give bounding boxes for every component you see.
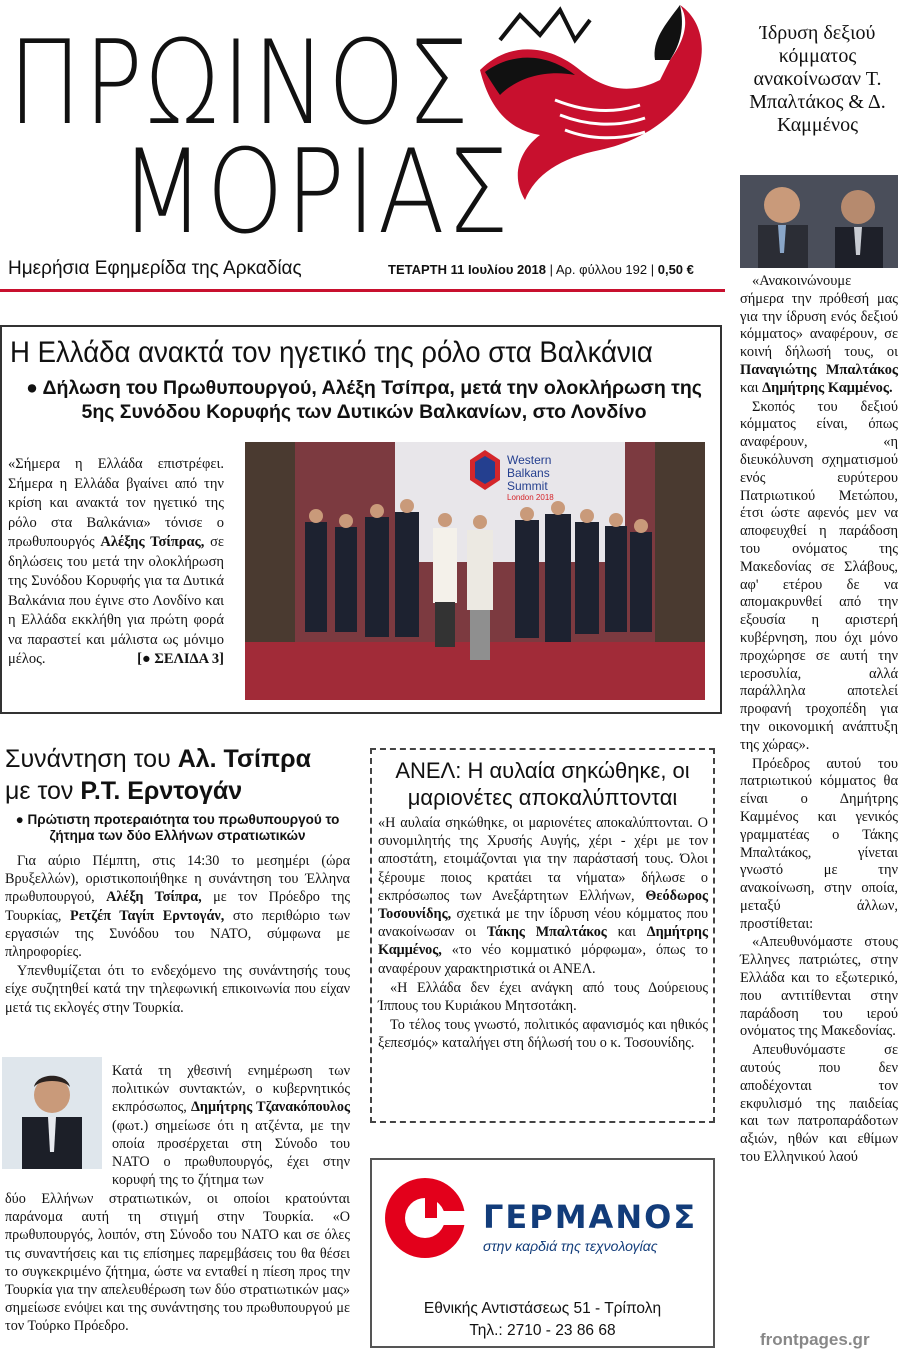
germanos-logo-icon bbox=[380, 1173, 470, 1263]
germanos-address: Εθνικής Αντιστάσεως 51 - Τρίπολη bbox=[423, 1300, 662, 1317]
lead-subhead: ● Δήλωση του Πρωθυπουργού, Αλέξη Τσίπρα, μετά την ολοκλήρωση της 5ης Συνόδου Κορυφής των Δυτικών Βαλκανίων, στο Λονδίνο bbox=[26, 377, 702, 423]
masthead-subtitle: Ημερήσια Εφημερίδα της Αρκαδίας bbox=[8, 258, 302, 279]
tsipras-erdogan-body bbox=[5, 852, 350, 1018]
masthead-rule bbox=[0, 289, 725, 292]
right-column-headline: Ίδρυση δεξιού κόμματος ανακοίνωσαν Τ. Μπαλτάκος & Δ. Καμμένος bbox=[749, 22, 886, 136]
lead-headline: Η Ελλάδα ανακτά τον ηγετικό της ρόλο στα Βαλκάνια bbox=[10, 336, 653, 369]
right-column-p2: Σκοπός του δεξιού κόμματος είναι, όπως αναφέρουν, «η διευκόλυνση σχηματισμού ενός ευρύτερου Πατριωτικού Μετώπου, έτσι ώστε αφενός μεν να αποφευχθεί η παράδοση του ονόματος της Μακεδονίας σε Σλάβους, αφ' ετέρου δε να απομακρυνθεί από την εξουσία η αριστερή κυβέρνηση, που όχι μόνο προχώρησε σε αυτή την ιεροσυλία, αλλά παράλληλα αποτελεί προφανή τροχοπέδη για την οικονομική ανάπτυξη της χώρας». bbox=[740, 398, 898, 753]
watermark: frontpages.gr bbox=[760, 1330, 870, 1349]
lead-body: «Σήμερα η Ελλάδα επιστρέφει. Σήμερα η Ελλάδα βγαίνει από την κρίση και ανακτά τον ηγετικό της ρόλο στα Βαλκάνια» τόνισε ο πρωθυπουργός Αλέξης Τσίπρας, σε δηλώσεις του μετά την ολοκλήρωση της Συνόδου Κορυφής για τα Δυτικά Βαλκάνια που έγινε στο Λονδίνο και η Ελλάδα εκκλήθη για πρώτη φορά να παραστεί και μάλιστα ως μόνιμο μέλος. [● ΣΕΛΙΔΑ 3] bbox=[8, 455, 224, 670]
tsipras-erdogan-p3-cont: δύο Ελλήνων στρατιωτικών, οι οποίοι κρατούνται παράνομα αυτή τη στιγμή στην Τουρκία. «Ο πρωθυπουργός, λοιπόν, στη Σύνοδο του ΝΑΤΟ και σε όλες τις συναντήσεις και τις επίσημες παρεμβάσεις του θα θέσει το συγκεκριμένο ζήτημα, ώστε να ενταθεί η πίεση προς την Τουρκία για την απελευθέρωση των δύο στρατιωτικών μας» σημείωσε ενόψει και της συνάντησης του πρωθυπουργού με τον Τούρκο Πρόεδρο. bbox=[5, 1191, 350, 1335]
tzanakopoulos-photo bbox=[2, 1057, 102, 1169]
right-column-p3: Πρόεδρος αυτού του πατριωτικού κόμματος θα είναι ο Δημήτρης Καμμένος και γενικός γραμματέας ο Τάκης Μπαλτάκος, γίνεται γνωστό με την ανακοίνωση, στην οποία, μεταξύ άλλων, προστίθεται: bbox=[740, 755, 898, 932]
right-column-p5: Απευθυνόμαστε σε αυτούς που δεν αποδέχονται τον εκφυλισμό της παιδείας και των πατροπαράδοτων αξιών, ηθών και εθίμων του Ελληνικού λαού bbox=[740, 1042, 898, 1166]
masthead-title-line1: ΠΡΩΙΝΟΣ bbox=[8, 17, 471, 152]
right-column-article bbox=[740, 273, 898, 1168]
right-column-p4: «Απευθυνόμαστε στους Έλληνες πατριώτες, στην Ελλάδα και το εξωτερικό, που αντιτίθενται στην παράδοση του ιερού ονόματος της Μακεδονίας. bbox=[740, 934, 898, 1040]
lead-page-ref: [● ΣΕΛΙΔΑ 3] bbox=[137, 651, 224, 667]
tsipras-erdogan-subhead: ● Πρώτιστη προτεραιότητα του πρωθυπουργού το ζήτημα των δύο Ελλήνων στρατιωτικών bbox=[15, 812, 340, 843]
anel-headline: ΑΝΕΛ: Η αυλαία σηκώθηκε, οι μαριονέτες αποκαλύπτονται bbox=[395, 758, 690, 810]
anel-p2: «Η Ελλάδα δεν έχει ανάγκη από τους Δούρειους Ίππους του Κυριάκου Μητσοτάκη. bbox=[378, 979, 708, 1015]
anel-body bbox=[378, 814, 708, 1054]
issue-date: ΤΕΤΑΡΤΗ 11 Ιουλίου 2018 bbox=[388, 262, 546, 277]
tsipras-erdogan-p1: Για αύριο Πέμπτη, στις 14:30 το μεσημέρι (ώρα Βρυξελλών), οριστικοποιήθηκε η συνάντηση του Έλληνα πρωθυπουργού, Αλέξη Τσίπρα, με τον Πρόεδρο της Τουρκίας, Ρετζέπ Ταγίπ Ερντογάν, στο περιθώριο των εργασιών της Συνόδου του ΝΑΤΟ, σύμφωνα με πληροφορίες. bbox=[5, 853, 351, 961]
right-column-p1: «Ανακοινώνουμε σήμερα την πρόθεσή μας για την ίδρυση ενός δεξιού κόμματος» αναφέρουν, σε κοινή δήλωσή τους, οι Παναγιώτης Μπαλτάκος και Δημήτρης Καμμένος. bbox=[740, 273, 898, 396]
issue-price: 0,50 € bbox=[657, 262, 694, 277]
germanos-brand: ΓΕΡΜΑΝΟΣ bbox=[483, 1198, 698, 1236]
baltakos-kammenos-photo bbox=[740, 175, 898, 268]
germanos-address-block bbox=[370, 1298, 715, 1342]
summit-banner-line1: Western bbox=[507, 453, 552, 467]
summit-group-photo bbox=[245, 442, 705, 700]
anel-p1: «Η αυλαία σηκώθηκε, οι μαριονέτες αποκαλύπτονται. Ο συνομιλητής της Χρυσής Αυγής, χέρι - χέρι με τον αποστάτη, ετοιμάζονται για την παράστασή τους. Όλοι ξέρουμε ποιος κρατάει τα νήματα» δήλωσε ο εκπρόσωπος των Ανεξάρτητων Ελλήνων, Θεόδωρος Τοσουνίδης, σχετικά με την ίδρυση νέου κόμματος που ανακοίνωσαν οι Τάκης Μπαλτάκος και Δημήτρης Καμμένος, «το νέο κομματικό μόρφωμα», όπως το αναφέρουν χαρακτηριστικά οι ΑΝΕΛ. bbox=[378, 815, 708, 977]
issue-number: Αρ. φύλλου 192 bbox=[555, 262, 648, 277]
summit-banner-line2: Balkans bbox=[507, 466, 550, 480]
germanos-tagline: στην καρδιά της τεχνολογίας bbox=[483, 1238, 658, 1254]
anel-p3: Το τέλος τους γνωστό, πολιτικός αφανισμός και ηθικός ξεπεσμός» καταλήγει στη δήλωσή του ο κ. Τοσουνίδης. bbox=[378, 1017, 708, 1052]
summit-banner-line4: London 2018 bbox=[507, 493, 554, 502]
masthead-title bbox=[8, 17, 511, 261]
tsipras-erdogan-p3: Κατά τη χθεσινή ενημέρωση των πολιτικών συντακτών, ο κυβερνητικός εκπρόσωπος, Δημήτρης Τζανακόπουλος (φωτ.) σημείωσε ότι η ατζέντα, με την οποία προσέρχεται στη Σύνοδο του ΝΑΤΟ ο πρωθυπουργός, έχει στην κορυφή της το ζήτημα των bbox=[112, 1063, 350, 1189]
dateline: ΤΕΤΑΡΤΗ 11 Ιουλίου 2018 | Αρ. φύλλου 192 | 0,50 € bbox=[388, 262, 694, 277]
masthead-title-line2: ΜΟΡΙΑΣ bbox=[120, 125, 511, 261]
tsipras-erdogan-p2: Υπενθυμίζεται ότι το ενδεχόμενο της συνάντησής τους είχε συζητηθεί κατά την τηλεφωνική επικοινωνία που είχαν μετά τις εκλογές στην Τουρκία. bbox=[5, 963, 350, 1016]
summit-banner-line3: Summit bbox=[507, 479, 548, 493]
germanos-phone: Τηλ.: 2710 - 23 86 68 bbox=[469, 1322, 616, 1339]
tsipras-erdogan-headline: Συνάντηση του Αλ. Τσίπρα με τον Ρ.Τ. Ερντογάν bbox=[5, 745, 311, 805]
dove-logo-icon bbox=[440, 0, 720, 210]
